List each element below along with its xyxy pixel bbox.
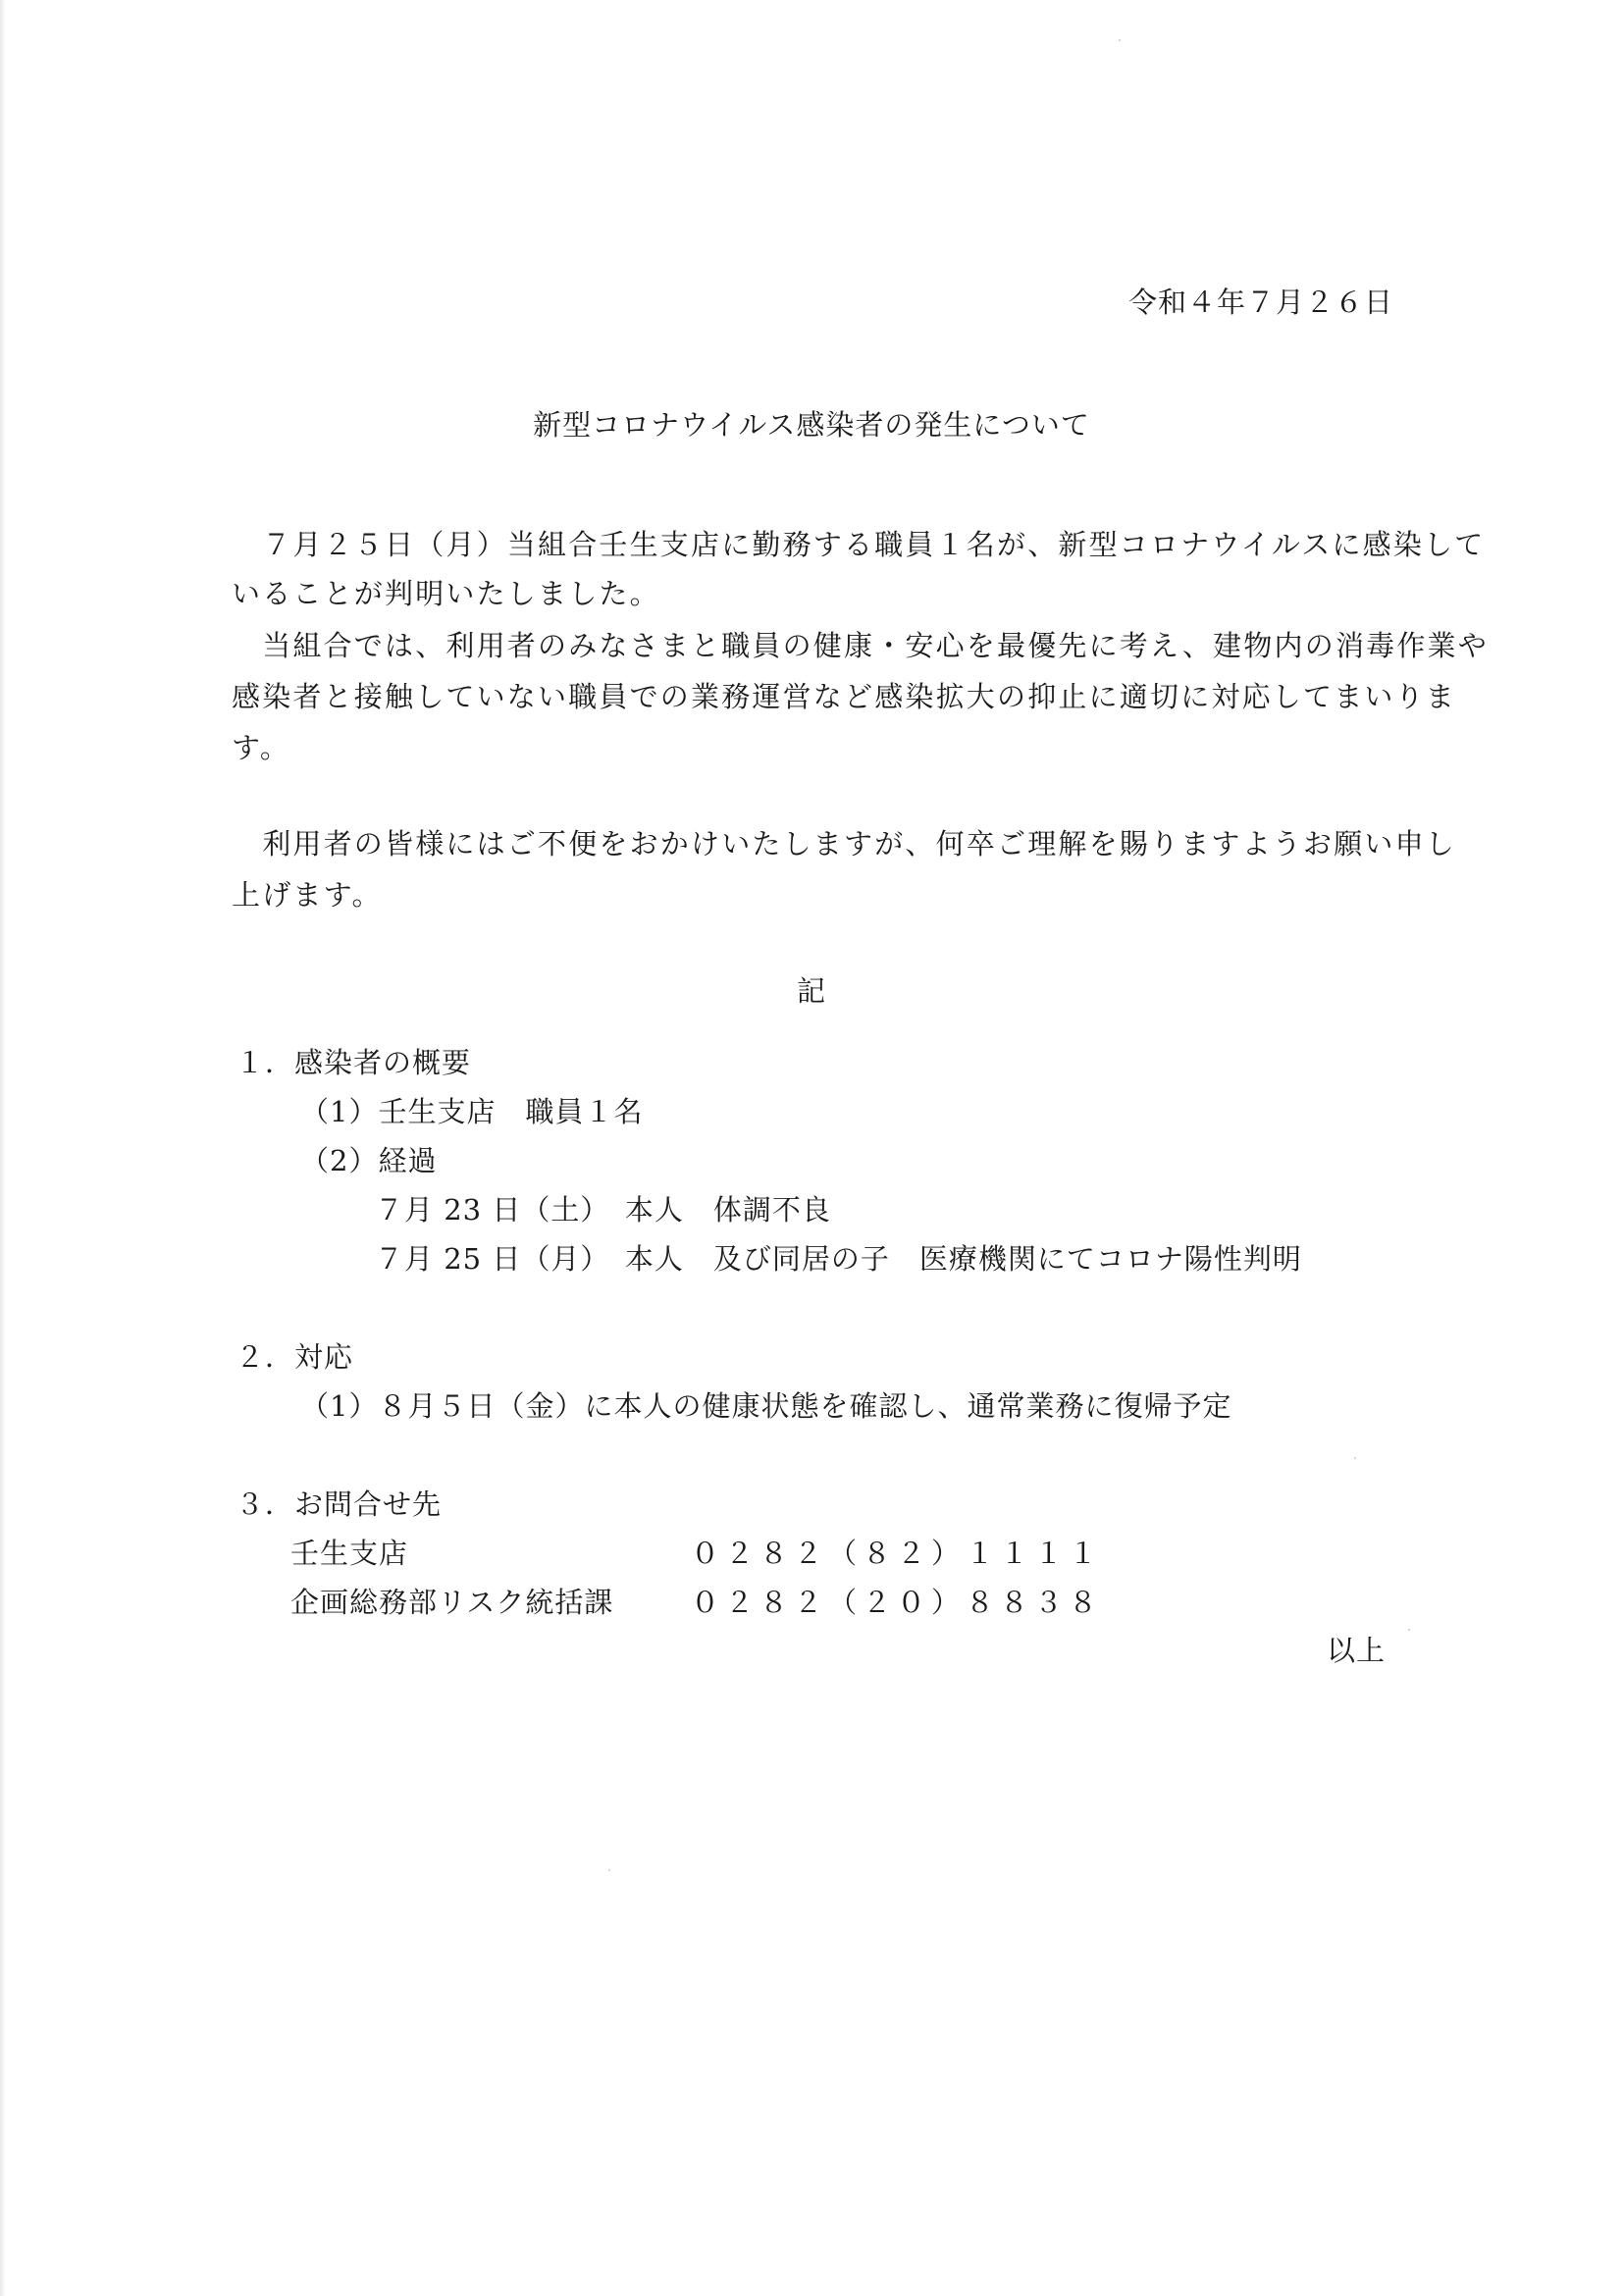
section-item: （1）８月５日（金）に本人の健康状態を確認し、通常業務に復帰予定 bbox=[300, 1389, 1232, 1423]
section-heading-response: ２．対応 bbox=[236, 1340, 354, 1374]
section-heading-contact: ３．お問合せ先 bbox=[236, 1487, 443, 1521]
section-item: （2）経過 bbox=[300, 1144, 438, 1177]
section-item: （1）壬生支店 職員１名 bbox=[300, 1095, 644, 1128]
contact-phone: ０２８２（８２）１１１１ bbox=[691, 1537, 1104, 1570]
timeline-entry: ７月 25 日（月） 本人 及び同居の子 医療機関にてコロナ陽性判明 bbox=[375, 1242, 1302, 1276]
body-paragraph-line: 利用者の皆様にはご不便をおかけいたしますが、何卒ご理解を賜りますようお願い申し bbox=[232, 827, 1457, 861]
body-paragraph-line: 感染者と接触していない職員での業務運営など感染拡大の抑止に適切に対応してまいりま bbox=[232, 680, 1457, 713]
scan-speck bbox=[1354, 1457, 1356, 1459]
document-date: 令和４年７月２６日 bbox=[1128, 286, 1394, 319]
body-paragraph-line: 当組合では、利用者のみなさまと職員の健康・安心を最優先に考え、建物内の消毒作業や bbox=[232, 629, 1489, 662]
contact-phone: ０２８２（２０）８８３８ bbox=[691, 1586, 1104, 1619]
scan-edge bbox=[0, 0, 6, 2296]
closing-mark: 以上 bbox=[1327, 1634, 1387, 1667]
body-paragraph-line: 上げます。 bbox=[232, 878, 383, 912]
scan-speck bbox=[1119, 39, 1121, 41]
scan-speck bbox=[1408, 1629, 1410, 1631]
body-paragraph-line: いることが判明いたしました。 bbox=[232, 577, 660, 610]
scan-speck bbox=[608, 1869, 610, 1871]
body-paragraph-line: す。 bbox=[232, 731, 291, 764]
timeline-entry: ７月 23 日（土） 本人 体調不良 bbox=[375, 1193, 831, 1226]
contact-label: 企画総務部リスク統括課 bbox=[290, 1586, 614, 1619]
section-heading-infected: １．感染者の概要 bbox=[236, 1046, 472, 1079]
document-title: 新型コロナウイルス感染者の発生について bbox=[533, 408, 1090, 442]
contact-label: 壬生支店 bbox=[290, 1537, 409, 1570]
ki-heading: 記 bbox=[796, 974, 826, 1008]
body-paragraph-line: ７月２５日（月）当組合壬生支店に勤務する職員１名が、新型コロナウイルスに感染して bbox=[232, 528, 1486, 561]
